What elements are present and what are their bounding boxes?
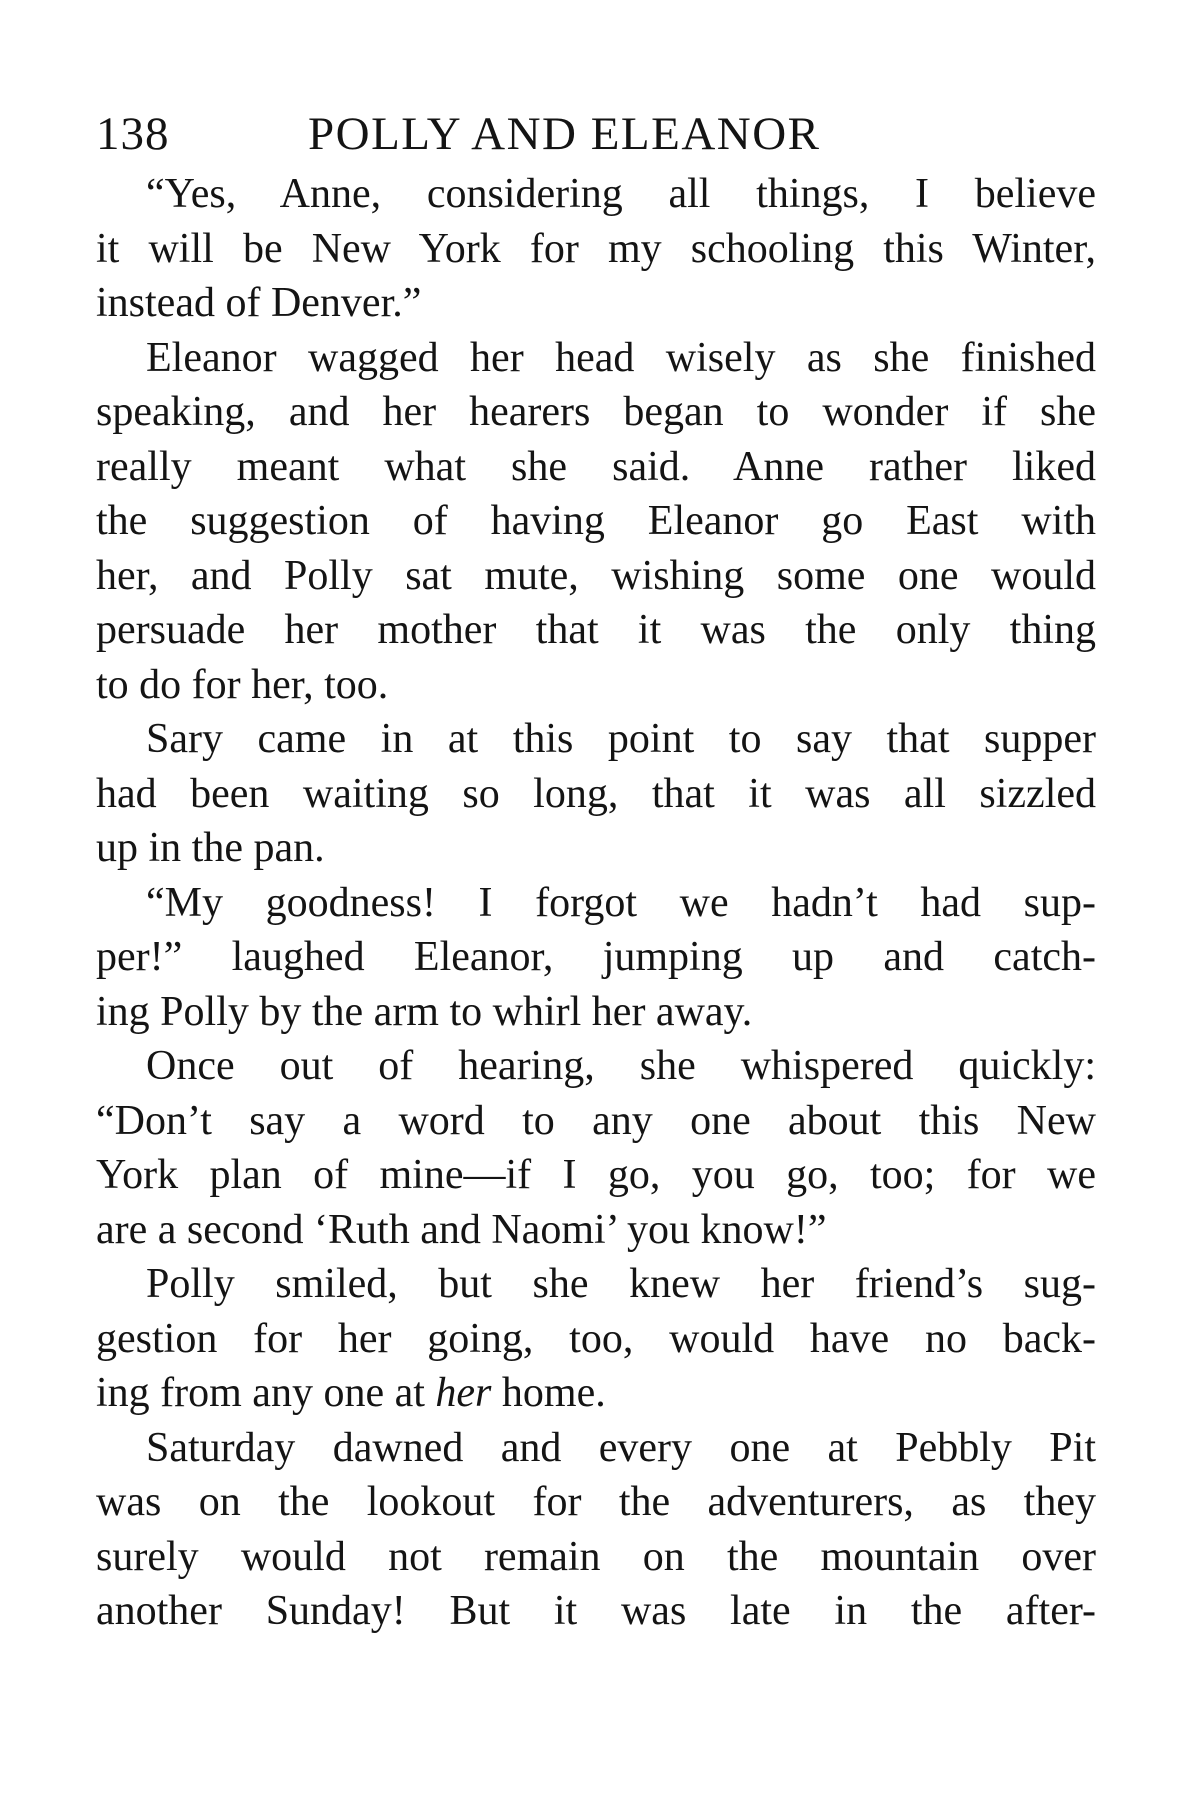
body-text bbox=[96, 167, 1096, 1639]
text-line: “Yes, Anne, considering all things, I believe bbox=[146, 171, 1096, 217]
text-line: was on the lookout for the adventurers, as they bbox=[96, 1479, 1096, 1525]
text-line: to do for her, too. bbox=[96, 661, 389, 708]
text-line: Once out of hearing, she whispered quickly: bbox=[146, 1043, 1096, 1089]
text-line: “Don’t say a word to any one about this New bbox=[96, 1097, 1096, 1144]
text-line: her, and Polly sat mute, wishing some one would bbox=[96, 552, 1096, 599]
text-line: are a second ‘Ruth and Naomi’ you know!” bbox=[96, 1206, 827, 1253]
text-line: up in the pan. bbox=[96, 825, 325, 871]
text-line: another Sunday! But it was late in the after- bbox=[96, 1588, 1096, 1634]
text-line: York plan of mine—if I go, you go, too; for we bbox=[96, 1152, 1096, 1198]
page-header bbox=[96, 104, 1096, 164]
text-line: instead of Denver.” bbox=[96, 280, 422, 326]
text-line: the suggestion of having Eleanor go East with bbox=[96, 498, 1096, 544]
text-line: speaking, and her hearers began to wonder if she bbox=[96, 389, 1096, 435]
text-line: Sary came in at this point to say that supper bbox=[146, 716, 1096, 762]
text-line: it will be New York for my schooling this Winter, bbox=[96, 225, 1096, 272]
text-line: really meant what she said. Anne rather liked bbox=[96, 443, 1096, 490]
running-head: POLLY AND ELEANOR bbox=[308, 108, 821, 160]
emphasis-text: her bbox=[435, 1370, 492, 1416]
paragraph bbox=[96, 167, 1096, 331]
paragraph bbox=[96, 712, 1096, 876]
text-line: Saturday dawned and every one at Pebbly Pit bbox=[146, 1424, 1096, 1471]
text-line: Eleanor wagged her head wisely as she finished bbox=[146, 334, 1096, 381]
text-fragment: ing from any one at bbox=[96, 1370, 436, 1416]
text-line: per!” laughed Eleanor, jumping up and catch- bbox=[96, 934, 1096, 980]
paragraph bbox=[96, 331, 1096, 713]
paragraph bbox=[96, 1257, 1096, 1421]
text-line-with-emphasis bbox=[96, 1366, 1096, 1421]
text-line: Polly smiled, but she knew her friend’s sug- bbox=[146, 1261, 1096, 1307]
text-line: gestion for her going, too, would have no back- bbox=[96, 1315, 1096, 1362]
text-line: had been waiting so long, that it was all sizzled bbox=[96, 770, 1096, 817]
page-number: 138 bbox=[96, 108, 170, 160]
text-line: surely would not remain on the mountain over bbox=[96, 1533, 1096, 1580]
text-line: ing Polly by the arm to whirl her away. bbox=[96, 988, 753, 1035]
paragraph bbox=[96, 1039, 1096, 1257]
text-line: persuade her mother that it was the only thing bbox=[96, 607, 1096, 653]
text-line: “My goodness! I forgot we hadn’t had sup- bbox=[146, 879, 1096, 926]
text-fragment: home. bbox=[491, 1370, 606, 1416]
book-page bbox=[96, 104, 1096, 1639]
paragraph bbox=[96, 1421, 1096, 1639]
paragraph bbox=[96, 876, 1096, 1040]
